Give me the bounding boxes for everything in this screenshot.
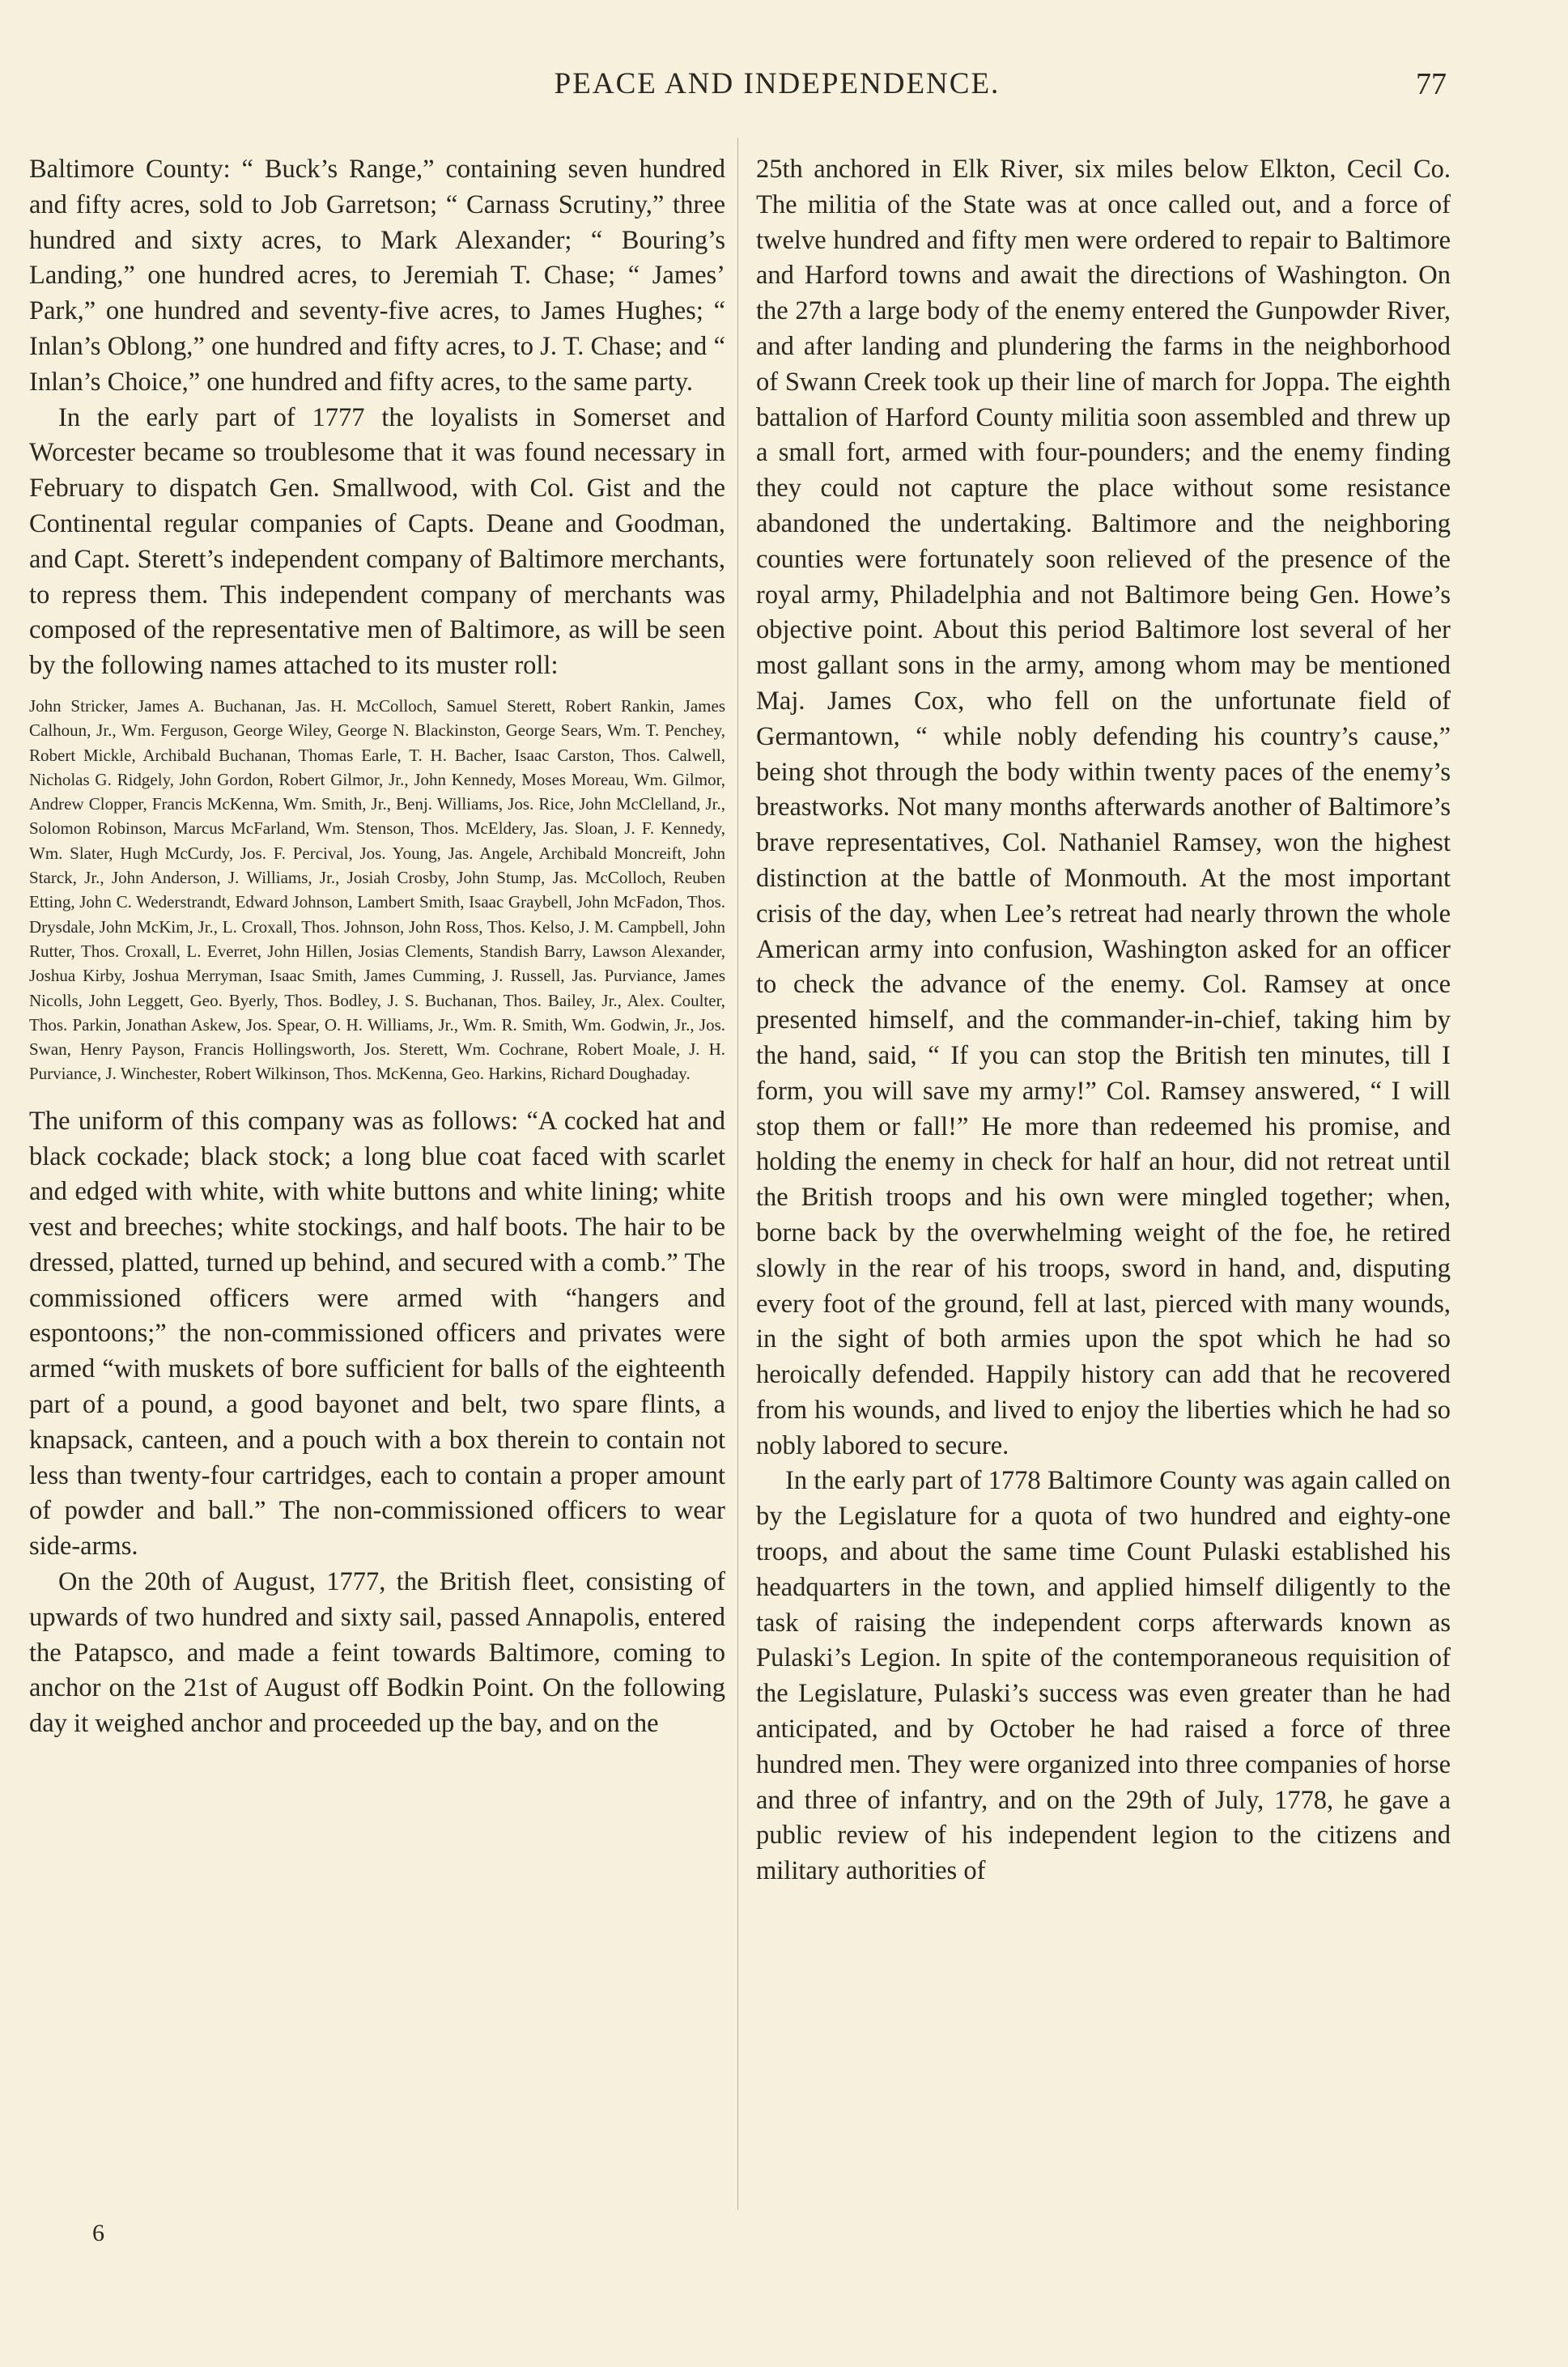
paragraph-uniform: The uniform of this company was as follows: “A cocked hat and black cockade; black stock; a long blue coat faced with scarlet and edged with white, with white buttons and white lining; white vest and breeches; white stockings, and half boots. The hair to be dressed, platted, turned up behind, and secured with a comb.” The commissioned officers were armed with “hangers and espontoons;” the non-commissioned officers and privates were armed “with muskets of bore sufficient for balls of the eighteenth part of a pound, a good bayonet and belt, two spare flints, a knapsack, canteen, and a pouch with a box therein to contain not less than twenty-four cartridges, each to contain a proper amount of powder and ball.” The non-commissioned officers to wear side-arms.	[29, 1106, 725, 1562]
left-column	[29, 152, 725, 1742]
right-column	[756, 152, 1451, 1889]
paragraph-loyalists: In the early part of 1777 the loyalists in Somerset and Worcester became so troublesome that it was found necessary in February to dispatch Gen. Smallwood, with Col. Gist and the Continental regular companies of Capts. Deane and Goodman, and Capt. Sterett’s independent company of Baltimore merchants, to repress them. This independent company of merchants was composed of the representative men of Baltimore, as will be seen by the following names attached to its muster roll:	[29, 402, 725, 681]
page-number: 77	[1416, 67, 1447, 101]
paragraph-pulaski: In the early part of 1778 Baltimore County was again called on by the Legislature for a quota of two hundred and eighty-one troops, and about the same time Count Pulaski established his headquarters in the town, and applied himself diligently to the task of raising the independent corps afterwards known as Pulaski’s Legion. In spite of the contemporaneous requisition of the Legislature, Pulaski’s success was even greater than he had anticipated, and by October he had raised a force of three hundred men. They were organized into three companies of horse and three of infantry, and on the 29th of July, 1778, he gave a public review of his independent legion to the citizens and military authorities of	[756, 1466, 1451, 1886]
running-head: PEACE AND INDEPENDENCE.	[554, 67, 1001, 100]
column-rule	[737, 138, 738, 2210]
paragraph-elk-river: 25th anchored in Elk River, six miles below Elkton, Cecil Co. The militia of the State was at once called out, and a force of twelve hundred and fifty men were ordered to repair to Baltimore and Harford towns and await the directions of Washington. On the 27th a large body of the enemy entered the Gunpowder River, and after landing and plundering the farms in the neighborhood of Swann Creek took up their line of march for Joppa. The eighth battalion of Harford County militia soon assembled and threw up a small fort, armed with four-pounders; and the enemy finding they could not capture the place without some resistance abandoned the undertaking. Baltimore and the neighboring counties were fortunately soon relieved of the presence of the royal army, Philadelphia and not Baltimore being Gen. Howe’s objective point. About this period Baltimore lost several of her most gallant sons in the army, among whom may be mentioned Maj. James Cox, who fell on the unfortunate field of Germantown, “ while nobly defending his country’s cause,” being shot through the body within twenty paces of the enemy’s breastworks. Not many months afterwards another of Baltimore’s brave representatives, Col. Nathaniel Ramsey, won the highest distinction at the battle of Monmouth. At the most important crisis of the day, when Lee’s retreat had nearly thrown the whole American army into confusion, Washington asked for an officer to check the advance of the enemy. Col. Ramsey at once presented himself, and the commander-in-chief, taking him by the hand, said, “ If you can stop the British ten minutes, till I form, you will save my army!” Col. Ramsey answered, “ I will stop them or fall!” He more than redeemed his promise, and holding the enemy in check for half an hour, did not retreat until the British troops and his own were mingled together; when, borne back by the overwhelming weight of the foe, he retired slowly in the rear of his troops, sword in hand, and, disputing every foot of the ground, fell at last, pierced with many wounds, in the sight of both armies upon the spot which he had so heroically defended. Happily history can add that he recovered from his wounds, and lived to enjoy the liberties which he had so nobly labored to secure.	[756, 155, 1451, 1460]
paragraph-british-fleet: On the 20th of August, 1777, the British fleet, consisting of upwards of two hundred and sixty sail, passed Annapolis, entered the Patapsco, and made a feint towards Baltimore, coming to anchor on the 21st of August off Bodkin Point. On the following day it weighed anchor and proceeded up the bay, and on the	[29, 1567, 725, 1739]
paragraph-land-sales: Baltimore County: “ Buck’s Range,” containing seven hundred and fifty acres, sold to Job Garretson; “ Carnass Scrutiny,” three hundred and sixty acres, to Mark Alexander; “ Bouring’s Landing,” one hundred acres, to Jeremiah T. Chase; “ James’ Park,” one hundred and seventy-five acres, to James Hughes; “ Inlan’s Oblong,” one hundred and fifty acres, to J. T. Chase; and “ Inlan’s Choice,” one hundred and fifty acres, to the same party.	[29, 155, 725, 397]
muster-roll: John Stricker, James A. Buchanan, Jas. H. McColloch, Samuel Sterett, Robert Rankin, James Calhoun, Jr., Wm. Ferguson, George Wiley, George N. Blackinston, George Sears, Wm. T. Penchey, Robert Mickle, Archibald Buchanan, Thomas Earle, T. H. Bacher, Isaac Carston, Thos. Calwell, Nicholas G. Ridgely, John Gordon, Robert Gilmor, Jr., John Kennedy, Moses Moreau, Wm. Gilmor, Andrew Clopper, Francis McKenna, Wm. Smith, Jr., Benj. Williams, Jos. Rice, John McClelland, Jr., Solomon Robinson, Marcus McFarland, Wm. Stenson, Thos. McEldery, Jas. Sloan, J. F. Kennedy, Wm. Slater, Hugh McCurdy, Jos. F. Percival, Jos. Young, Jas. Angele, Archibald Moncreift, John Starck, Jr., John Anderson, J. Williams, Jr., Josiah Crosby, John Stump, Jas. McColloch, Reuben Etting, John C. Wederstrandt, Edward Johnson, Lambert Smith, Isaac Graybell, John McFadon, Thos. Drysdale, John McKim, Jr., L. Croxall, Thos. Johnson, John Ross, Thos. Kelso, J. M. Campbell, John Rutter, Thos. Croxall, L. Everret, John Hillen, Josias Clements, Standish Barry, Lawson Alexander, Joshua Kirby, Joshua Merryman, Isaac Smith, James Cumming, J. Russell, Jas. Purviance, James Nicolls, John Leggett, Geo. Byerly, Thos. Bodley, J. S. Buchanan, Thos. Bailey, Jr., Alex. Coulter, Thos. Parkin, Jonathan Askew, Jos. Spear, O. H. Williams, Jr., Wm. R. Smith, Wm. Godwin, Jr., Jos. Swan, Henry Payson, Francis Hollingsworth, Jos. Sterett, Wm. Cochrane, Robert Moale, J. H. Purviance, J. Winchester, Robert Wilkinson, Thos. McKenna, Geo. Harkins, Richard Doughaday.	[29, 695, 725, 1084]
signature-mark: 6	[92, 2220, 104, 2246]
